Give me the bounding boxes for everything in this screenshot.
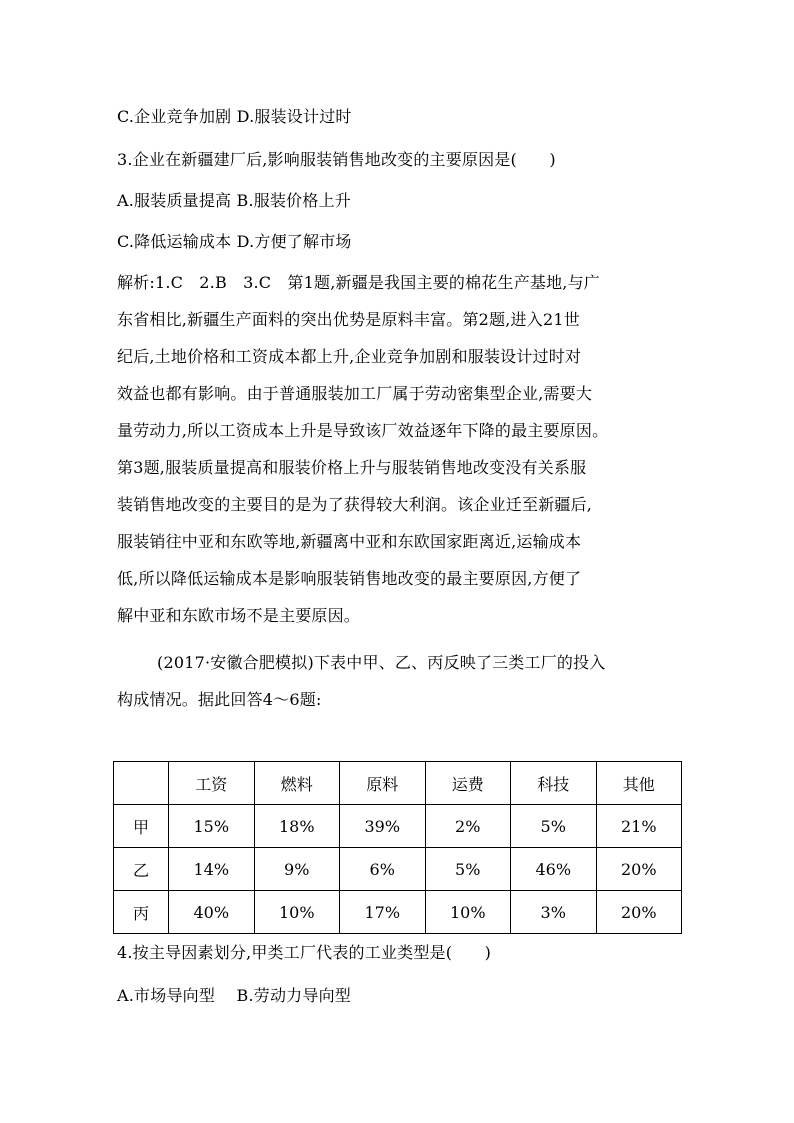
analysis-line-5: 量劳动力,所以工资成本上升是导致该厂效益逐年下降的最主要原因。	[117, 421, 609, 440]
option-line-a-b: A.服装质量提高 B.服装价格上升	[117, 191, 351, 210]
option-line-c-d: C.企业竞争加剧 D.服装设计过时	[117, 107, 352, 126]
table-cell: 6%	[340, 848, 426, 891]
table-cell: 18%	[254, 805, 340, 848]
header-cell-wages: 工资	[169, 762, 255, 805]
header-cell-technology: 科技	[511, 762, 597, 805]
table-cell: 14%	[169, 848, 255, 891]
analysis-line-6: 第3题,服装质量提高和服装价格上升与服装销售地改变没有关系服	[117, 458, 587, 477]
analysis-line-9: 低,所以降低运输成本是影响服装销售地改变的最主要原因,方便了	[117, 569, 582, 588]
table-cell: 46%	[511, 848, 597, 891]
table-cell: 21%	[596, 805, 682, 848]
row-label: 丙	[114, 891, 169, 934]
table-row	[114, 848, 682, 891]
question-4-options: A.市场导向型 B.劳动力导向型	[117, 986, 351, 1005]
table-cell: 10%	[425, 891, 511, 934]
table-row	[114, 805, 682, 848]
analysis-line-1: 解析:1.C 2.B 3.C 第1题,新疆是我国主要的棉花生产基地,与广	[117, 273, 600, 292]
header-cell-fuel: 燃料	[254, 762, 340, 805]
table-cell: 15%	[169, 805, 255, 848]
material-intro: (2017·安徽合肥模拟)下表中甲、乙、丙反映了三类工厂的投入	[157, 653, 606, 672]
table-cell: 9%	[254, 848, 340, 891]
row-label: 乙	[114, 848, 169, 891]
header-cell-raw-materials: 原料	[340, 762, 426, 805]
question-4: 4.按主导因素划分,甲类工厂代表的工业类型是( )	[117, 943, 492, 962]
row-label: 甲	[114, 805, 169, 848]
table-row	[114, 891, 682, 934]
analysis-line-3: 纪后,土地价格和工资成本都上升,企业竞争加剧和服装设计过时对	[117, 347, 582, 366]
analysis-line-10: 解中亚和东欧市场不是主要原因。	[117, 606, 361, 625]
table-header-row	[114, 762, 682, 805]
analysis-line-8: 服装销往中亚和东欧等地,新疆离中亚和东欧国家距离近,运输成本	[117, 532, 582, 551]
material-intro-2: 构成情况。据此回答4～6题:	[117, 690, 322, 709]
table-cell: 20%	[596, 848, 682, 891]
table-cell: 17%	[340, 891, 426, 934]
table-cell: 3%	[511, 891, 597, 934]
table-cell: 5%	[511, 805, 597, 848]
analysis-line-4: 效益也都有影响。由于普通服装加工厂属于劳动密集型企业,需要大	[117, 384, 593, 403]
table-cell: 39%	[340, 805, 426, 848]
question-3: 3.企业在新疆建厂后,影响服装销售地改变的主要原因是( )	[117, 150, 556, 169]
table-cell: 20%	[596, 891, 682, 934]
table-cell: 5%	[425, 848, 511, 891]
analysis-line-7: 装销售地改变的主要目的是为了获得较大利润。该企业迁至新疆后,	[117, 495, 593, 514]
table-cell: 10%	[254, 891, 340, 934]
header-cell-other: 其他	[596, 762, 682, 805]
table-corner-cell	[114, 762, 169, 805]
table-cell: 40%	[169, 891, 255, 934]
option-line-c-d-2: C.降低运输成本 D.方便了解市场	[117, 232, 352, 251]
input-composition-table	[113, 761, 682, 934]
header-cell-transport: 运费	[425, 762, 511, 805]
analysis-line-2: 东省相比,新疆生产面料的突出优势是原料丰富。第2题,进入21世	[117, 310, 580, 329]
table-cell: 2%	[425, 805, 511, 848]
